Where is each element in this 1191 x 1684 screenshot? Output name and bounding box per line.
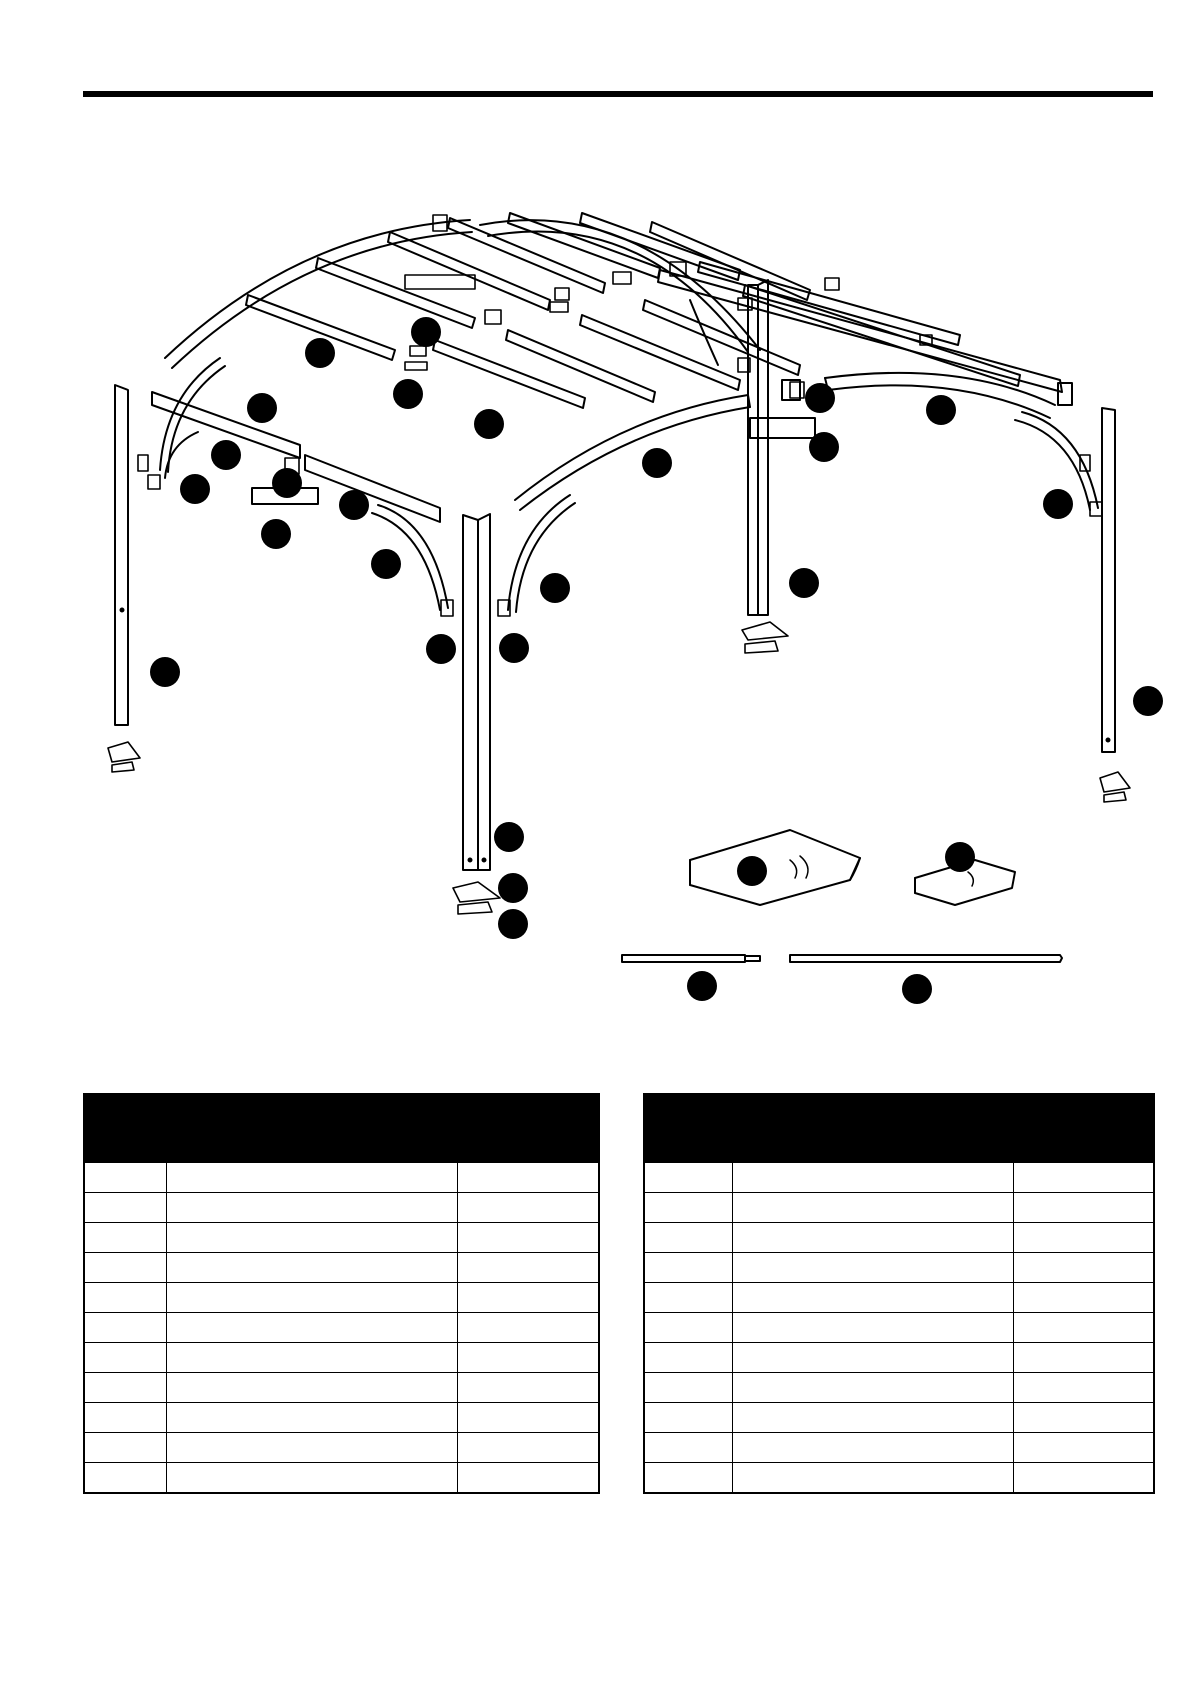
part-callouts [150, 317, 1163, 1004]
table-row [644, 1313, 1154, 1343]
table-cell [1013, 1433, 1154, 1463]
callout-marker [305, 338, 335, 368]
callout-marker [272, 468, 302, 498]
table-row [84, 1163, 599, 1193]
table-cell [644, 1193, 732, 1223]
callout-marker [926, 395, 956, 425]
table-row [84, 1403, 599, 1433]
post-back [748, 280, 768, 615]
table-cell [166, 1343, 457, 1373]
table-cell [166, 1373, 457, 1403]
parts-table-left [83, 1093, 600, 1494]
table-cell [457, 1463, 599, 1494]
callout-marker [180, 474, 210, 504]
table-cell [1013, 1163, 1154, 1193]
table-cell [457, 1373, 599, 1403]
table-cell [732, 1313, 1013, 1343]
table-cell [84, 1343, 166, 1373]
canopy-bag-large [690, 830, 860, 905]
table-cell [644, 1163, 732, 1193]
callout-marker [687, 971, 717, 1001]
table-row [84, 1463, 599, 1494]
table-cell [644, 1403, 732, 1433]
table-row [644, 1403, 1154, 1433]
table-cell [732, 1343, 1013, 1373]
right-side-beam [750, 380, 815, 438]
table-cell [457, 1343, 599, 1373]
table-cell [457, 1313, 599, 1343]
callout-marker [737, 856, 767, 886]
table-cell [644, 1373, 732, 1403]
table-cell [166, 1223, 457, 1253]
table-cell [84, 1223, 166, 1253]
pole-short [622, 955, 760, 962]
table-cell [84, 1463, 166, 1494]
callout-marker [1133, 686, 1163, 716]
table-row [84, 1433, 599, 1463]
callout-marker [809, 432, 839, 462]
table-cell [457, 1193, 599, 1223]
parts-table-right [643, 1093, 1155, 1494]
table-cell [732, 1163, 1013, 1193]
table-cell [732, 1253, 1013, 1283]
callout-marker [1043, 489, 1073, 519]
header-cell [1013, 1094, 1154, 1163]
table-row [644, 1253, 1154, 1283]
table-cell [84, 1163, 166, 1193]
table-cell [84, 1403, 166, 1433]
table-cell [457, 1403, 599, 1433]
table-cell [84, 1373, 166, 1403]
table-cell [84, 1253, 166, 1283]
table-cell [166, 1313, 457, 1343]
table-cell [84, 1433, 166, 1463]
table-cell [1013, 1373, 1154, 1403]
callout-marker [411, 317, 441, 347]
table-cell [1013, 1193, 1154, 1223]
table-cell [84, 1283, 166, 1313]
post-front [463, 514, 490, 870]
table-cell [732, 1193, 1013, 1223]
table-cell [732, 1403, 1013, 1433]
header-cell [732, 1094, 1013, 1163]
table-row [644, 1463, 1154, 1494]
header-cell [457, 1094, 599, 1163]
table-row [84, 1283, 599, 1313]
table-cell [644, 1313, 732, 1343]
callout-marker [261, 519, 291, 549]
table-cell [1013, 1223, 1154, 1253]
table-row [84, 1253, 599, 1283]
table-row [644, 1163, 1154, 1193]
callout-marker [789, 568, 819, 598]
callout-marker [247, 393, 277, 423]
table-row [644, 1193, 1154, 1223]
callout-marker [642, 448, 672, 478]
callout-marker [426, 634, 456, 664]
table-row [644, 1223, 1154, 1253]
table-row [84, 1223, 599, 1253]
table-cell [166, 1193, 457, 1223]
callout-marker [805, 383, 835, 413]
table-cell [166, 1403, 457, 1433]
table-row [644, 1283, 1154, 1313]
table-cell [1013, 1403, 1154, 1433]
table-row [644, 1343, 1154, 1373]
table-row [644, 1433, 1154, 1463]
callout-marker [494, 822, 524, 852]
table-header-row [84, 1094, 599, 1163]
table-cell [1013, 1253, 1154, 1283]
table-cell [644, 1253, 732, 1283]
roof-brackets [405, 215, 932, 370]
table-cell [732, 1283, 1013, 1313]
table-cell [166, 1163, 457, 1193]
callout-marker [393, 379, 423, 409]
table-header-row [644, 1094, 1154, 1163]
callout-marker [211, 440, 241, 470]
base-plates [108, 622, 1130, 914]
callout-marker [498, 873, 528, 903]
table-cell [644, 1433, 732, 1463]
callout-marker [371, 549, 401, 579]
table-cell [166, 1253, 457, 1283]
callout-marker [498, 909, 528, 939]
table-cell [84, 1313, 166, 1343]
table-cell [1013, 1343, 1154, 1373]
table-cell [644, 1283, 732, 1313]
table-cell [1013, 1463, 1154, 1494]
table-cell [166, 1283, 457, 1313]
table-row [84, 1193, 599, 1223]
table-row [84, 1343, 599, 1373]
table-cell [732, 1433, 1013, 1463]
table-cell [644, 1223, 732, 1253]
header-cell [644, 1094, 732, 1163]
table-row [84, 1373, 599, 1403]
table-row [644, 1373, 1154, 1403]
post-left [115, 385, 128, 725]
table-cell [732, 1463, 1013, 1494]
pole-long [790, 955, 1062, 962]
table-cell [644, 1343, 732, 1373]
table-cell [457, 1223, 599, 1253]
table-cell [457, 1163, 599, 1193]
callout-marker [339, 490, 369, 520]
post-right [1102, 408, 1115, 752]
table-cell [1013, 1283, 1154, 1313]
callout-marker [474, 409, 504, 439]
header-cell [84, 1094, 166, 1163]
table-cell [457, 1253, 599, 1283]
callout-marker [150, 657, 180, 687]
table-cell [166, 1433, 457, 1463]
header-cell [166, 1094, 457, 1163]
table-cell [1013, 1313, 1154, 1343]
roof-arch-front-right [515, 395, 750, 510]
callout-marker [499, 633, 529, 663]
table-cell [732, 1223, 1013, 1253]
callout-marker [540, 573, 570, 603]
callout-marker [945, 842, 975, 872]
table-cell [84, 1193, 166, 1223]
table-cell [644, 1463, 732, 1494]
callout-marker [902, 974, 932, 1004]
table-cell [457, 1283, 599, 1313]
table-cell [732, 1373, 1013, 1403]
table-cell [166, 1463, 457, 1494]
table-row [84, 1313, 599, 1343]
table-cell [457, 1433, 599, 1463]
